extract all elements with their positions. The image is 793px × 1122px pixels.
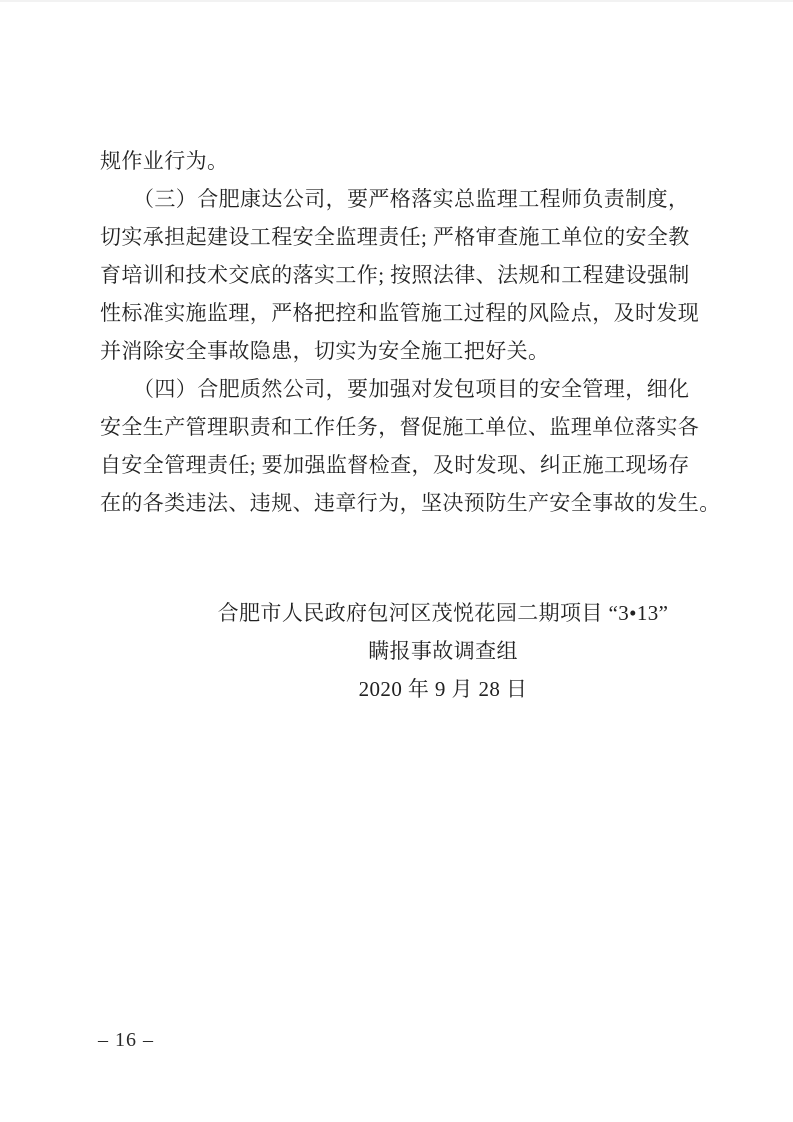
signature-block xyxy=(143,594,743,708)
body-line-paragraph-three-start: （三）合肥康达公司，要严格落实总监理工程师负责制度， xyxy=(133,187,690,211)
body-line: 自安全管理责任; 要加强监督检查，及时发现、纠正施工现场存 xyxy=(100,453,690,477)
body-line: 性标准实施监理，严格把控和监管施工过程的风险点，及时发现 xyxy=(100,301,700,325)
body-line: 切实承担起建设工程安全监理责任; 严格审查施工单位的安全教 xyxy=(100,225,690,249)
body-line: 并消除安全事故隐患，切实为安全施工把好关。 xyxy=(100,339,550,363)
body-line: 安全生产管理职责和工作任务，督促施工单位、监理单位落实各 xyxy=(100,415,700,439)
body-line: 在的各类违法、违规、违章行为，坚决预防生产安全事故的发生。 xyxy=(100,491,721,515)
signature-org-line-1: 合肥市人民政府包河区茂悦花园二期项目 “3•13” xyxy=(217,601,669,625)
page-number: – 16 – xyxy=(98,1029,154,1051)
scan-edge-artifact xyxy=(0,0,793,2)
body-line: 育培训和技术交底的落实工作; 按照法律、法规和工程建设强制 xyxy=(100,263,690,287)
body-line: 规作业行为。 xyxy=(100,149,229,173)
signature-org-line-2: 瞒报事故调查组 xyxy=(368,639,518,663)
body-text-block xyxy=(100,142,740,522)
body-line-paragraph-four-start: （四）合肥质然公司，要加强对发包项目的安全管理，细化 xyxy=(133,377,690,401)
signature-date: 2020 年 9 月 28 日 xyxy=(358,677,528,701)
